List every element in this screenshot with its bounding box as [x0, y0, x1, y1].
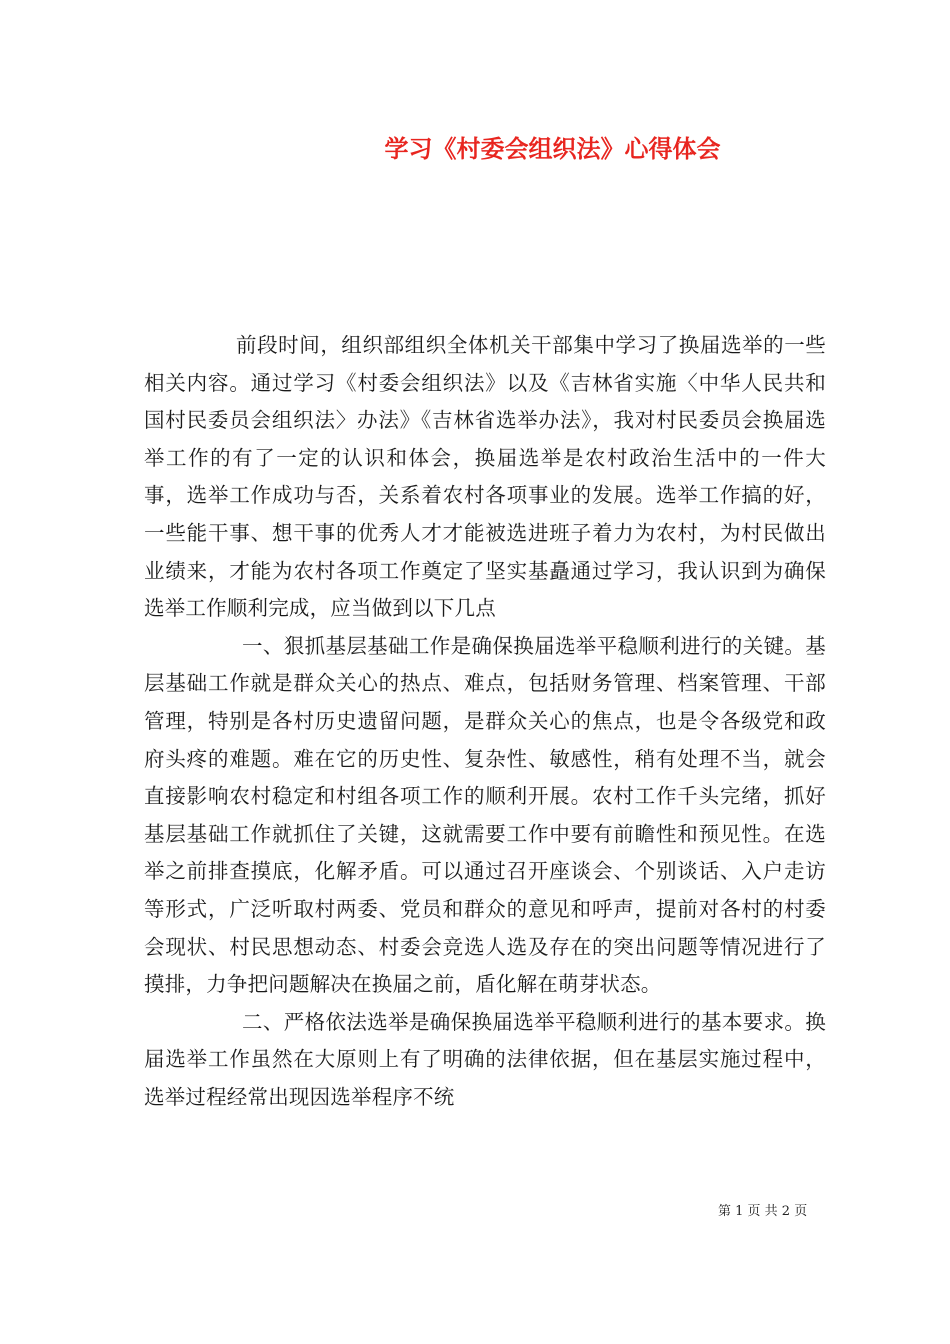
- page-number-footer: 第 1 页 共 2 页: [718, 1204, 808, 1219]
- document-title: 学习《村委会组织法》心得体会: [384, 134, 721, 163]
- document-body: [144, 327, 826, 1116]
- paragraph-point-one: 一、狠抓基层基础工作是确保换届选举平稳顺利进行的关键。基层基础工作就是群众关心的热点、难点，包括财务管理、档案管理、干部管理，特别是各村历史遗留问题，是群众关心的焦点，也是令各级党和政府头疼的难题。难在它的历史性、复杂性、敏感性，稍有处理不当，就会直接影响农村稳定和村组各项工作的顺利开展。农村工作千头完绪，抓好基层基础工作就抓住了关键，这就需要工作中要有前瞻性和预见性。在选举之前排查摸底，化解矛盾。可以通过召开座谈会、个别谈话、入户走访等形式，广泛听取村两委、党员和群众的意见和呼声，提前对各村的村委会现状、村民思想动态、村委会竞选人选及存在的突出问题等情况进行了摸排，力争把问题解决在换届之前，盾化解在萌芽状态。: [144, 633, 826, 997]
- paragraph-point-two: 二、严格依法选举是确保换届选举平稳顺利进行的基本要求。换届选举工作虽然在大原则上有了明确的法律依据，但在基层实施过程中，选举过程经常出现因选举程序不统: [144, 1009, 826, 1109]
- paragraph-intro: 前段时间，组织部组织全体机关干部集中学习了换届选举的一些相关内容。通过学习《村委会组织法》以及《吉林省实施〈中华人民共和国村民委员会组织法〉办法》《吉林省选举办法》，我对村民委员会换届选举工作的有了一定的认识和体会，换届选举是农村政治生活中的一件大事，选举工作成功与否，关系着农村各项事业的发展。选举工作搞的好，一些能干事、想干事的优秀人才才能被选进班子着力为农村，为村民做出业绩来，才能为农村各项工作奠定了坚实基矗通过学习，我认识到为确保选举工作顺利完成，应当做到以下几点: [144, 333, 826, 621]
